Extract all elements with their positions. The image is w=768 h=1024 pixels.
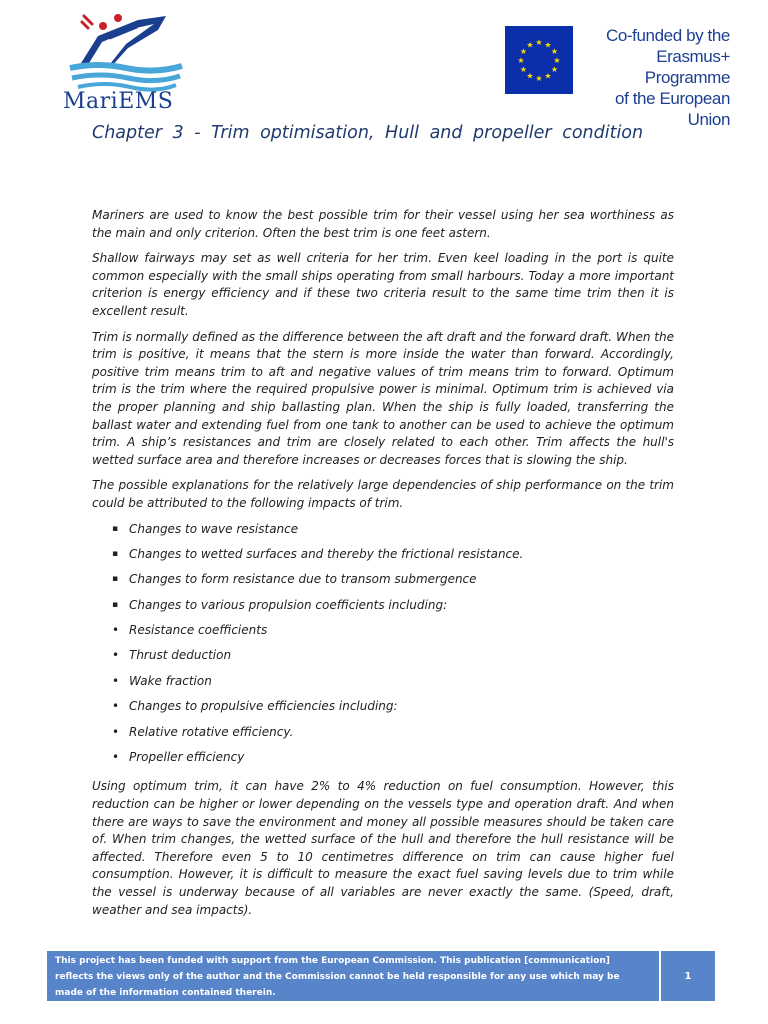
list-item (112, 647, 674, 672)
list-item-text: Relative rotative efficiency. (129, 724, 294, 739)
disclaimer-line: This project has been funded with support from the European Commission. This publication [communication] (55, 956, 610, 966)
svg-text:★: ★ (550, 47, 559, 56)
paragraph: Shallow fairways may set as well criteria for her trim. Even keel loading in the port is quite common especially with the small ships operating from small harbours. Today a more important criterion is energy efficiency and if these two criteria result to the same time trim then it is excellent result. (92, 251, 674, 318)
round-bullet-icon: • (112, 750, 120, 765)
eu-flag-icon (505, 26, 573, 94)
svg-text:★: ★ (535, 38, 543, 47)
list-item (112, 724, 674, 749)
svg-text:★: ★ (550, 65, 559, 74)
round-bullet-icon: • (112, 648, 120, 663)
cofunded-line: of the European Union (615, 89, 730, 129)
document-body (92, 207, 674, 927)
square-bullet-icon: ▪ (112, 599, 119, 610)
round-bullet-icon: • (112, 673, 120, 688)
list-item-text: Changes to various propulsion coefficients including: (129, 597, 448, 612)
paragraph: Using optimum trim, it can have 2% to 4% reduction on fuel consumption. However, this reduction can be higher or lower depending on the vessels type and operation draft. And when there are ways to save the environment and money all possible measures should be taken care of. When trim changes, the wetted surface of the hull and therefore the hull resistance will be affected. Therefore even 5 to 10 centimetres difference on trim can cause higher fuel consumption. However, it is difficult to measure the exact fuel saving levels due to trim while the vessel is underway because of all variables are never exactly the same. (Speed, draft, weather and sea impacts). (92, 779, 674, 917)
svg-text:★: ★ (553, 56, 561, 65)
page-number: 1 (661, 951, 715, 1001)
list-item-text: Thrust deduction (129, 648, 232, 663)
disclaimer-line: made of the information contained therein. (55, 988, 276, 998)
impacts-list (92, 521, 674, 775)
svg-text:★: ★ (544, 40, 552, 50)
logo-text: MariEMS (63, 89, 174, 114)
list-item (112, 673, 674, 698)
list-item-text: Changes to form resistance due to transom submergence (129, 572, 477, 587)
svg-text:★: ★ (526, 40, 534, 50)
list-item-text: Changes to wetted surfaces and thereby the frictional resistance. (129, 546, 524, 561)
list-item (112, 521, 674, 546)
list-item-text: Changes to wave resistance (129, 521, 299, 536)
list-item (112, 698, 674, 723)
round-bullet-icon: • (112, 724, 120, 739)
list-item (112, 597, 674, 622)
svg-text:★: ★ (544, 71, 552, 81)
svg-text:★: ★ (535, 74, 543, 83)
list-item-text: Resistance coefficients (129, 623, 268, 638)
cofunded-line: Erasmus+ Programme (644, 47, 730, 87)
cofunded-text (580, 25, 730, 130)
round-bullet-icon: • (112, 699, 120, 714)
round-bullet-icon: • (112, 623, 120, 638)
cofunded-line: Co-funded by the (605, 26, 730, 45)
list-item (112, 571, 674, 596)
paragraph: Mariners are used to know the best possible trim for their vessel using her sea worthiness as the main and only criterion. Often the best trim is one feet astern. (92, 208, 674, 240)
paragraph: The possible explanations for the relatively large dependencies of ship performance on the trim could be attributed to the following impacts of trim. (92, 478, 674, 510)
square-bullet-icon: ▪ (112, 523, 119, 534)
page-title: Chapter 3 - Trim optimisation, Hull and propeller condition (92, 123, 644, 143)
list-item (112, 749, 674, 774)
list-item-text: Changes to propulsive efficiencies including: (129, 699, 398, 714)
svg-text:★: ★ (519, 65, 528, 74)
disclaimer-line: reflects the views only of the author and the Commission cannot be held responsible for any use which may be (55, 972, 620, 982)
list-item-text: Propeller efficiency (129, 750, 245, 765)
paragraph: Trim is normally defined as the difference between the aft draft and the forward draft. When the trim is positive, it means that the stern is more inside the water than forward. Accordingly, positive trim means trim to aft and negative values of trim means trim to forward. Optimum trim is the trim where the required propulsive power is minimal. Optimum trim is achieved via the proper planning and ship ballasting plan. When the ship is fully loaded, transferring the ballast water and extending fuel from one tank to another can be used to achieve the optimum trim. A ship’s resistances and trim are closely related to each other. Trim affects the hull's wetted surface area and therefore increases or decreases forces that is slowing the ship. (92, 329, 674, 467)
list-item-text: Wake fraction (129, 673, 212, 688)
funding-disclaimer (47, 951, 659, 1001)
svg-text:★: ★ (517, 56, 525, 65)
svg-text:★: ★ (526, 71, 534, 81)
square-bullet-icon: ▪ (112, 574, 119, 585)
list-item (112, 622, 674, 647)
list-item (112, 546, 674, 571)
square-bullet-icon: ▪ (112, 548, 119, 559)
svg-text:★: ★ (519, 47, 528, 56)
